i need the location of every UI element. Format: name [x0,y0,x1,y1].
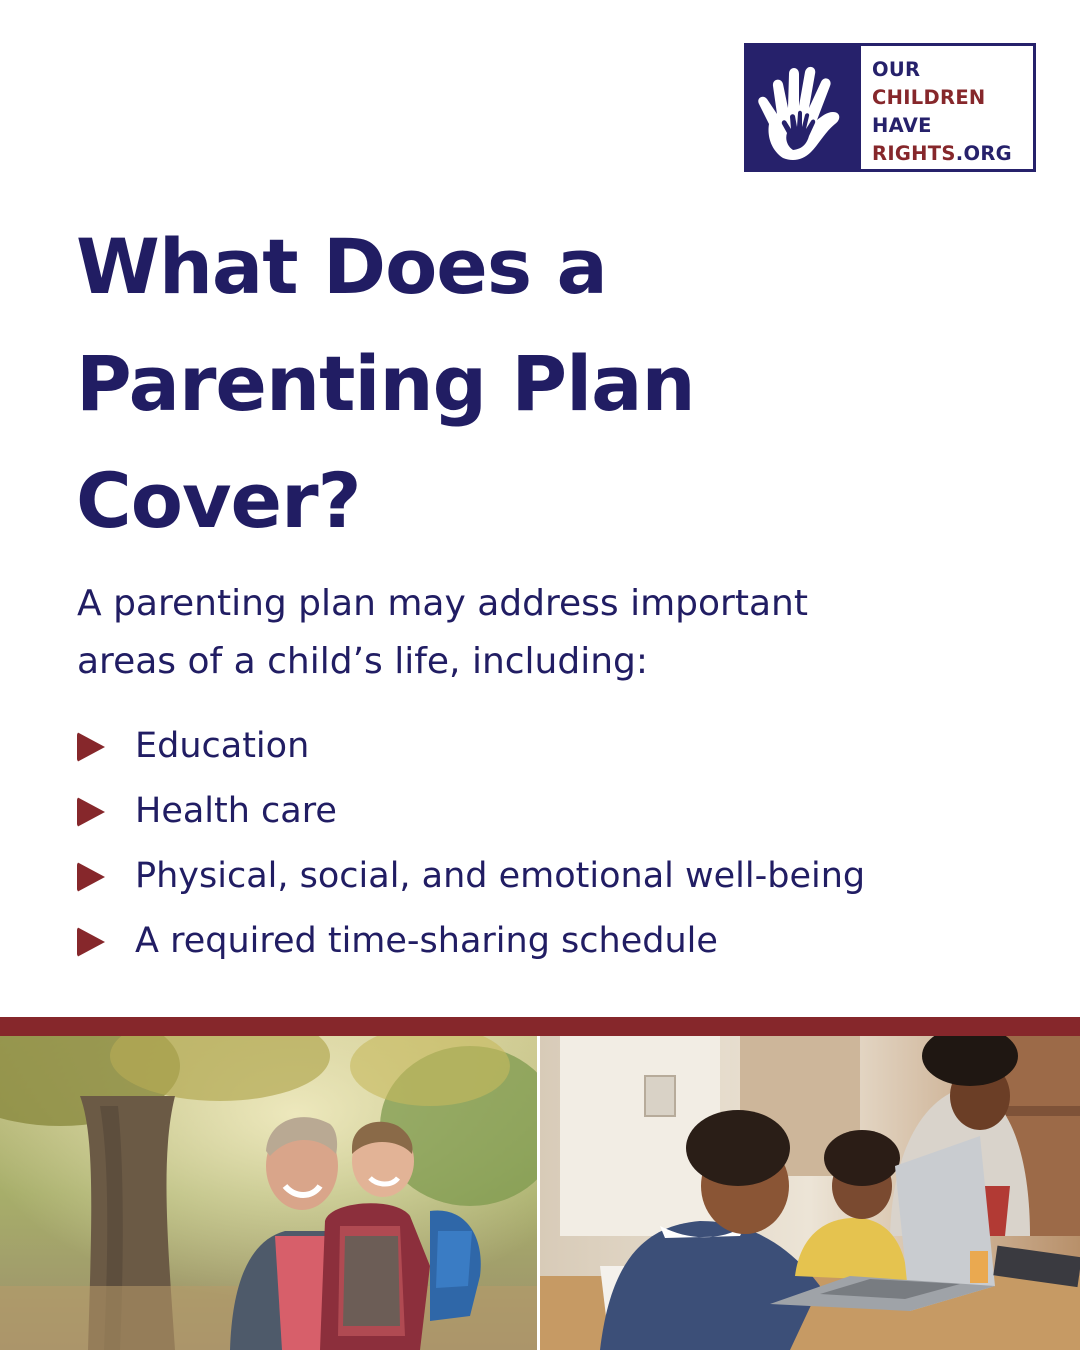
list-item [77,714,865,779]
father-and-son-photo [0,1036,537,1350]
list-item-label: A required time-sharing schedule [135,921,718,961]
list-item [77,844,865,909]
list-item-label: Physical, social, and emotional well-being [135,856,866,896]
logo-rights-word: RIGHTS [872,142,956,165]
logo-line-our: OUR [872,58,921,81]
logo-wordmark [872,56,1012,168]
intro-line-1: A parenting plan may address important [77,583,808,624]
play-arrow-icon [77,927,105,957]
logo-line-children: CHILDREN [872,86,986,109]
logo-line-rights [872,140,1012,168]
play-arrow-icon [77,797,105,827]
play-arrow-icon [77,862,105,892]
list-item-label: Education [135,726,310,766]
divider-bar [0,1017,1080,1036]
logo-org-suffix: .ORG [955,142,1012,165]
list-item [77,779,865,844]
org-logo [744,43,1036,172]
hands-icon [747,46,861,169]
title-line-2: Parenting Plan [76,339,695,428]
intro-paragraph [77,575,1037,691]
play-arrow-icon [77,732,105,762]
title-line-1: What Does a [76,222,607,311]
children-with-laptop-photo [540,1036,1080,1350]
title-line-3: Cover? [76,456,361,545]
intro-line-2: areas of a child’s life, including: [77,641,649,682]
logo-line-have: HAVE [872,114,932,137]
list-item [77,909,865,974]
topics-list [77,714,865,974]
page-title [76,208,1016,559]
list-item-label: Health care [135,791,337,831]
